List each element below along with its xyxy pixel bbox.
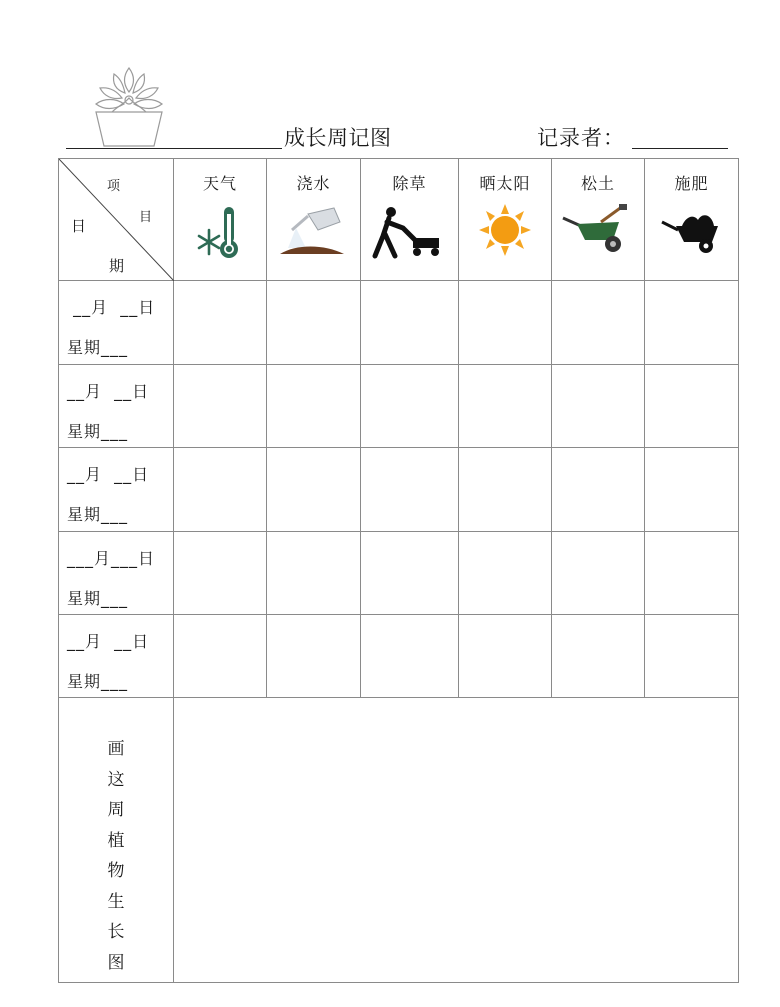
drawing-row <box>59 698 739 983</box>
loosening-cell[interactable] <box>552 615 645 698</box>
watering-can-icon <box>278 204 350 260</box>
weeding-cell[interactable] <box>361 365 459 448</box>
weekday-blank: 星期___ <box>67 589 129 608</box>
date-blank: __月 __日 <box>67 632 150 651</box>
watering-cell[interactable] <box>267 281 361 365</box>
lawn-mower-icon <box>371 204 449 264</box>
column-label-watering: 浇水 <box>296 174 331 193</box>
thermometer-snowflake-icon <box>197 204 243 262</box>
fertilizing-cell[interactable] <box>645 281 739 365</box>
table-row <box>59 448 739 532</box>
loosening-cell[interactable] <box>552 365 645 448</box>
column-label-loosening: 松土 <box>580 174 615 193</box>
weather-cell[interactable] <box>174 365 267 448</box>
drawing-label: 画这周植物生长图 <box>107 739 125 973</box>
loosening-cell[interactable] <box>552 448 645 532</box>
page-title: 成长周记图 <box>284 126 392 150</box>
watering-cell[interactable] <box>267 448 361 532</box>
header-row <box>59 159 739 281</box>
drawing-area[interactable] <box>174 698 739 983</box>
fertilizing-cell[interactable] <box>645 365 739 448</box>
date-cell[interactable] <box>59 365 174 448</box>
weather-cell[interactable] <box>174 281 267 365</box>
column-label-weather: 天气 <box>202 174 237 193</box>
recorder-label: 记录者： <box>537 126 625 150</box>
column-header-sunbathing <box>459 159 552 281</box>
sunbathing-cell[interactable] <box>459 365 552 448</box>
fertilizing-cell[interactable] <box>645 448 739 532</box>
recorder-blank-line[interactable] <box>632 148 728 149</box>
date-blank: __月 __日 <box>67 382 150 401</box>
weekday-blank: 星期___ <box>67 505 129 524</box>
weather-cell[interactable] <box>174 448 267 532</box>
date-cell[interactable] <box>59 281 174 365</box>
date-cell[interactable] <box>59 448 174 532</box>
fertilizing-cell[interactable] <box>645 615 739 698</box>
weather-cell[interactable] <box>174 615 267 698</box>
fertilizing-cell[interactable] <box>645 532 739 615</box>
column-header-loosening <box>552 159 645 281</box>
sunbathing-cell[interactable] <box>459 615 552 698</box>
corner-label-bottom: 期 <box>109 257 125 275</box>
column-label-weeding: 除草 <box>392 174 427 193</box>
column-label-fertilizing: 施肥 <box>674 174 709 193</box>
wheelbarrow-shovel-icon <box>561 204 635 254</box>
drawing-label-cell <box>59 698 174 983</box>
table-row <box>59 365 739 448</box>
table-row <box>59 281 739 365</box>
column-header-watering <box>267 159 361 281</box>
corner-label-left: 日 <box>71 217 87 235</box>
column-header-fertilizing <box>645 159 739 281</box>
date-cell[interactable] <box>59 615 174 698</box>
corner-header-cell <box>59 159 174 281</box>
table-row <box>59 615 739 698</box>
title-blank-line[interactable] <box>66 148 282 149</box>
table-row <box>59 532 739 615</box>
column-header-weather <box>174 159 267 281</box>
watering-cell[interactable] <box>267 365 361 448</box>
growth-record-table <box>58 158 739 983</box>
loosening-cell[interactable] <box>552 281 645 365</box>
weekday-blank: 星期___ <box>67 422 129 441</box>
weekday-blank: 星期___ <box>67 338 129 357</box>
weeding-cell[interactable] <box>361 615 459 698</box>
weeding-cell[interactable] <box>361 448 459 532</box>
corner-label-right: 目 <box>139 210 153 225</box>
weather-cell[interactable] <box>174 532 267 615</box>
watering-cell[interactable] <box>267 532 361 615</box>
date-cell[interactable] <box>59 532 174 615</box>
weeding-cell[interactable] <box>361 532 459 615</box>
column-header-weeding <box>361 159 459 281</box>
sun-icon <box>475 204 535 256</box>
column-label-sunbathing: 晒太阳 <box>479 174 531 193</box>
wheelbarrow-soil-icon <box>660 204 724 254</box>
date-blank: __月 __日 <box>67 298 156 317</box>
corner-label-top: 项 <box>107 179 121 194</box>
watering-cell[interactable] <box>267 615 361 698</box>
sunbathing-cell[interactable] <box>459 281 552 365</box>
sunbathing-cell[interactable] <box>459 448 552 532</box>
sunbathing-cell[interactable] <box>459 532 552 615</box>
date-blank: ___月___日 <box>67 549 156 568</box>
weekday-blank: 星期___ <box>67 672 129 691</box>
loosening-cell[interactable] <box>552 532 645 615</box>
date-blank: __月 __日 <box>67 465 150 484</box>
weeding-cell[interactable] <box>361 281 459 365</box>
succulent-plant-icon <box>92 62 166 148</box>
